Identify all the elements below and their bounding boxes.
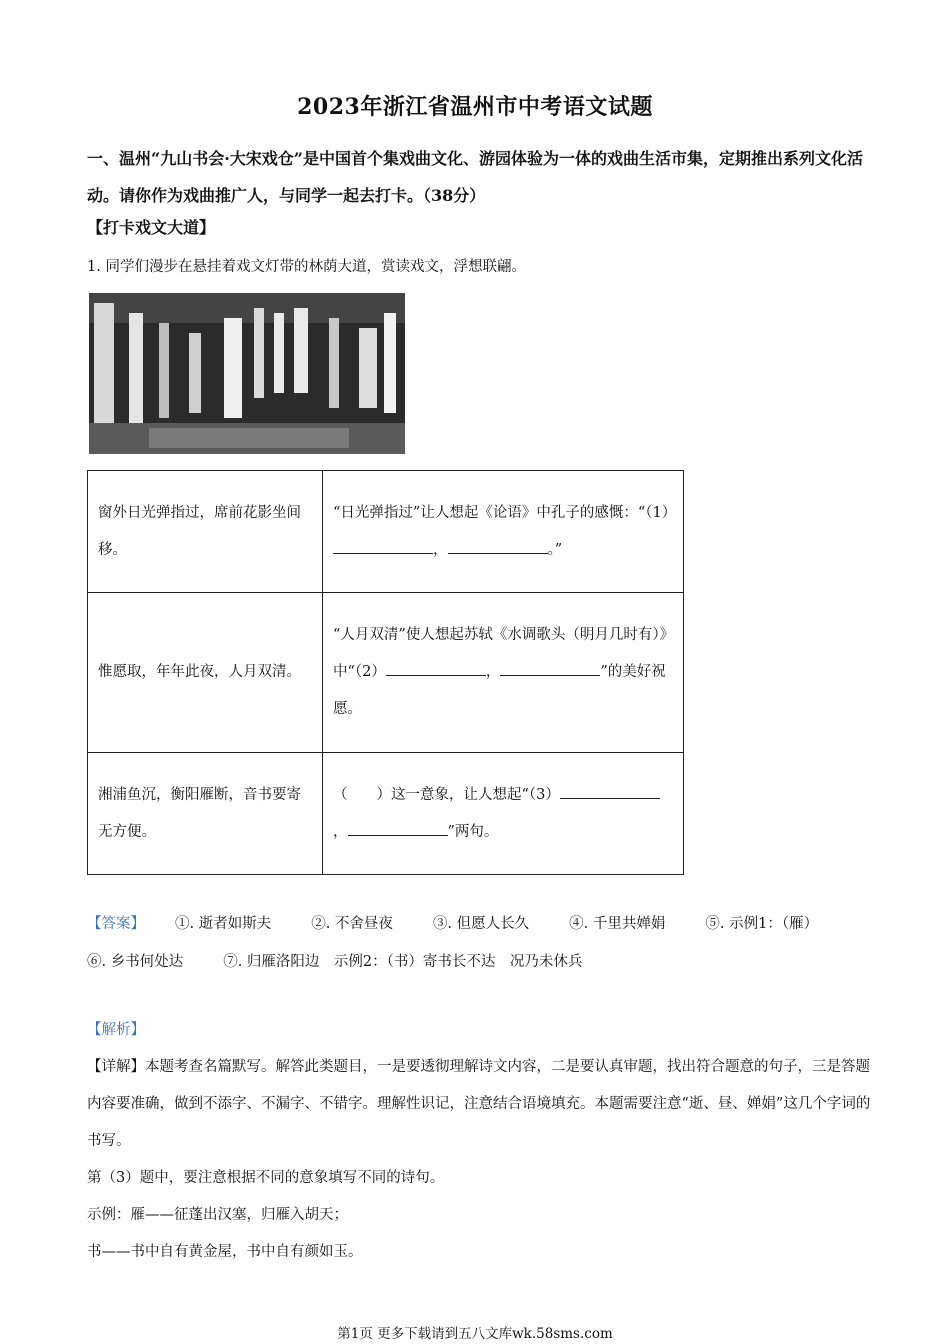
answer-blank[interactable] bbox=[560, 780, 660, 799]
section-title: 一、温州“九山书会·大宋戏仓”是中国首个集戏曲文化、游园体验为一体的戏曲生活市集，定期推出系列文化活动。请你作为戏曲推广人，与同学一起去打卡。（38分） bbox=[87, 149, 863, 205]
prompt-text: “人月双清”使人想起苏轼《水调歌头（明月几时有）》中“（2） bbox=[333, 627, 667, 680]
prompt-tail: 。” bbox=[547, 541, 563, 558]
subsection-heading: 【打卡戏文大道】 bbox=[87, 218, 216, 237]
table-cell-prompt bbox=[323, 471, 684, 593]
analysis-paragraph: 第（3）题中，要注意根据不同的意象填写不同的诗句。 bbox=[87, 1170, 445, 1186]
answer-label: 【答案】 bbox=[87, 916, 145, 932]
page-footer: 第1页 更多下载请到五八文库wk.58sms.com bbox=[337, 1326, 613, 1342]
prompt-tail: ”两句。 bbox=[447, 823, 499, 840]
table-cell-prompt bbox=[323, 753, 684, 875]
prompt-sep: ， bbox=[333, 823, 348, 840]
prompt-text: “日光弹指过”让人想起《论语》中孔子的感慨：“（1） bbox=[333, 504, 677, 521]
prompt-tail: ”的美好祝愿。 bbox=[333, 664, 666, 717]
answer-blank[interactable] bbox=[333, 535, 433, 554]
answer-blank[interactable] bbox=[448, 535, 548, 554]
prompt-text: （ ）这一意象，让人想起“（3） bbox=[333, 786, 560, 803]
analysis-paragraph: 【详解】本题考查名篇默写。解答此类题目，一是要透彻理解诗文内容，二是要认真审题，找出符合题意的句子，三是答题内容要准确，做到不添字、不漏字、不错字。理解性识记，注意结合语境填充。本题需要注意“逝、昼、婵娟”这几个字词的书写。 bbox=[87, 1059, 871, 1149]
answer-item: ⑤. 示例1：（雁） bbox=[705, 916, 819, 932]
page-title: 2023年浙江省温州市中考语文试题 bbox=[297, 94, 653, 120]
analysis-paragraph: 书——书中自有黄金屋，书中自有颜如玉。 bbox=[87, 1244, 363, 1260]
prompt-sep: ， bbox=[485, 664, 501, 680]
answer-item: ①. 逝者如斯夫 bbox=[175, 916, 272, 932]
answer-blank[interactable] bbox=[348, 817, 448, 836]
table-row bbox=[88, 471, 684, 593]
analysis-paragraph: 示例：雁——征蓬出汉塞，归雁入胡天； bbox=[87, 1207, 348, 1223]
table-cell-prompt bbox=[323, 593, 684, 753]
answer-item: ⑦. 归雁洛阳边 示例2：（书）寄书长不达 况乃未休兵 bbox=[223, 954, 583, 970]
analysis-label: 【解析】 bbox=[87, 1022, 145, 1038]
lantern-street-photo bbox=[89, 293, 405, 454]
answer-section bbox=[87, 905, 877, 981]
table-row bbox=[88, 593, 684, 753]
prompt-sep: ， bbox=[433, 541, 448, 558]
table-cell-line: 窗外日光弹指过，席前花影坐间移。 bbox=[88, 471, 323, 593]
answer-blank[interactable] bbox=[386, 657, 486, 676]
table-cell-line: 湘浦鱼沉，衡阳雁断，音书要寄无方便。 bbox=[88, 753, 323, 875]
answer-blank[interactable] bbox=[500, 657, 600, 676]
answer-item: ⑥. 乡书何处达 bbox=[87, 954, 184, 970]
poem-table bbox=[87, 470, 684, 875]
answer-item: ④. 千里共婵娟 bbox=[569, 916, 666, 932]
analysis-section bbox=[87, 1012, 877, 1271]
table-row bbox=[88, 753, 684, 875]
question-1-text: 1. 同学们漫步在悬挂着戏文灯带的林荫大道，赏读戏文，浮想联翩。 bbox=[87, 259, 526, 275]
table-cell-line: 惟愿取，年年此夜，人月双清。 bbox=[88, 593, 323, 753]
answer-item: ③. 但愿人长久 bbox=[432, 916, 530, 932]
answer-item: ②. 不舍昼夜 bbox=[311, 916, 393, 932]
